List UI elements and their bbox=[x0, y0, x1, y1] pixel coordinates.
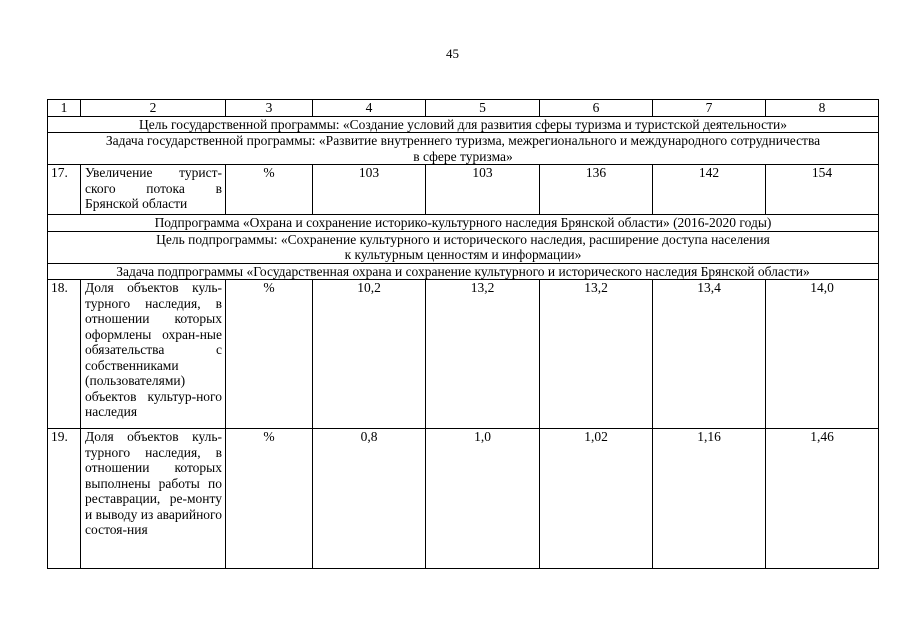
value-cell: 1,16 bbox=[653, 429, 766, 569]
value-cell: 0,8 bbox=[313, 429, 426, 569]
header-cell: 1 bbox=[48, 100, 81, 117]
value-cell: 14,0 bbox=[766, 280, 879, 429]
program-task bbox=[48, 133, 879, 165]
unit: % bbox=[226, 165, 313, 215]
table-row bbox=[48, 165, 879, 215]
header-cell: 7 bbox=[653, 100, 766, 117]
row-number: 19. bbox=[48, 429, 81, 569]
subprogram-goal bbox=[48, 231, 879, 263]
unit: % bbox=[226, 280, 313, 429]
value-cell: 136 bbox=[540, 165, 653, 215]
header-cell: 8 bbox=[766, 100, 879, 117]
value-cell: 1,46 bbox=[766, 429, 879, 569]
header-cell: 4 bbox=[313, 100, 426, 117]
subprogram-task: Задача подпрограммы «Государственная охрана и сохранение культурного и исторического наследия Брянской области» bbox=[48, 263, 879, 280]
subprogram-task-row bbox=[48, 263, 879, 280]
unit: % bbox=[226, 429, 313, 569]
subprogram-goal-line: к культурным ценностям и информации» bbox=[344, 247, 582, 262]
program-task-line: в сфере туризма» bbox=[413, 148, 513, 164]
program-task-row bbox=[48, 133, 879, 165]
value-cell: 154 bbox=[766, 165, 879, 215]
value-cell: 1,0 bbox=[426, 429, 540, 569]
header-cell: 2 bbox=[81, 100, 226, 117]
value-cell: 103 bbox=[426, 165, 540, 215]
subprogram-goal-line: Цель подпрограммы: «Сохранение культурного и исторического наследия, расширение доступа населения bbox=[156, 231, 770, 247]
indicators-table bbox=[47, 99, 879, 569]
value-cell: 1,02 bbox=[540, 429, 653, 569]
header-cell: 6 bbox=[540, 100, 653, 117]
value-cell: 10,2 bbox=[313, 280, 426, 429]
header-row bbox=[48, 100, 879, 117]
header-cell: 3 bbox=[226, 100, 313, 117]
program-goal: Цель государственной программы: «Создание условий для развития сферы туризма и туристской деятельности» bbox=[48, 116, 879, 133]
indicator-name: Доля объектов куль-турного наследия, в отношении которых выполнены работы по реставрации, ре-монту и выводу из аварийного состоя-ния bbox=[81, 429, 226, 569]
value-cell: 142 bbox=[653, 165, 766, 215]
program-goal-row bbox=[48, 116, 879, 133]
indicator-name: Доля объектов куль-турного наследия, в отношении которых оформлены охран-ные обязательства с собственниками (пользователями) объектов культур-ного наследия bbox=[81, 280, 226, 429]
program-task-line: Задача государственной программы: «Развитие внутреннего туризма, межрегионального и международного сотрудничества bbox=[105, 133, 821, 148]
subprogram-title: Подпрограмма «Охрана и сохранение историко-культурного наследия Брянской области» (2016-2020 годы) bbox=[48, 215, 879, 232]
row-number: 17. bbox=[48, 165, 81, 215]
value-cell: 103 bbox=[313, 165, 426, 215]
subprogram-goal-row bbox=[48, 231, 879, 263]
header-cell: 5 bbox=[426, 100, 540, 117]
page-number: 45 bbox=[446, 46, 459, 61]
value-cell: 13,4 bbox=[653, 280, 766, 429]
table-row bbox=[48, 429, 879, 569]
row-number: 18. bbox=[48, 280, 81, 429]
value-cell: 13,2 bbox=[426, 280, 540, 429]
subprogram-row bbox=[48, 215, 879, 232]
value-cell: 13,2 bbox=[540, 280, 653, 429]
indicator-name: Увеличение турист-ского потока в Брянской области bbox=[81, 165, 226, 215]
table-row bbox=[48, 280, 879, 429]
